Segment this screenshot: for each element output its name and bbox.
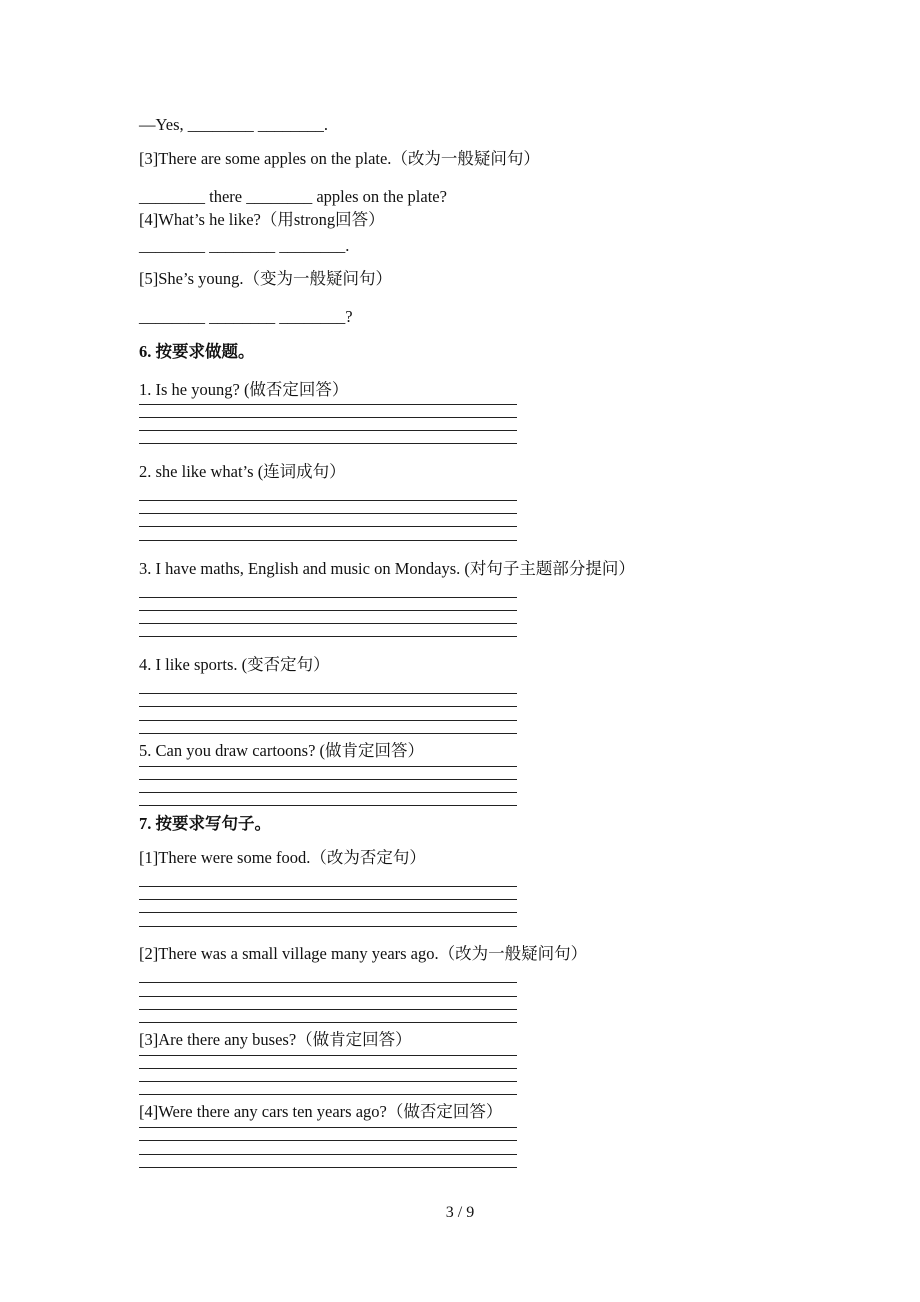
answer-line-5-4: ________ ________ ________. [139, 236, 350, 255]
answer-rule [139, 1022, 517, 1023]
question-5-5: [5]She’s young.（变为一般疑问句） [139, 269, 392, 288]
answer-rule [139, 500, 517, 501]
question-6-3: 3. I have maths, English and music on Mondays. (对句子主题部分提问） [139, 559, 635, 578]
answer-rule [139, 720, 517, 721]
question-6-4: 4. I like sports. (变否定句） [139, 655, 330, 674]
question-6-1: 1. Is he young? (做否定回答） [139, 380, 349, 399]
answer-rule [139, 779, 517, 780]
answer-rule [139, 443, 517, 444]
answer-rule [139, 1094, 517, 1095]
answer-rule [139, 1140, 517, 1141]
answer-rule [139, 805, 517, 806]
answer-rule [139, 1127, 517, 1128]
question-6-2: 2. she like what’s (连词成句） [139, 462, 346, 481]
answer-rule [139, 430, 517, 431]
answer-rule [139, 899, 517, 900]
answer-rule [139, 540, 517, 541]
answer-rule [139, 1055, 517, 1056]
answer-rule [139, 1154, 517, 1155]
answer-rule [139, 996, 517, 997]
answer-rule [139, 706, 517, 707]
answer-rule [139, 526, 517, 527]
answer-rule [139, 886, 517, 887]
answer-rule [139, 733, 517, 734]
answer-rule [139, 982, 517, 983]
answer-rule [139, 792, 517, 793]
question-5-4: [4]What’s he like?（用strong回答） [139, 210, 385, 229]
answer-rule [139, 912, 517, 913]
question-7-1: [1]There were some food.（改为否定句） [139, 848, 426, 867]
answer-rule [139, 636, 517, 637]
answer-rule [139, 513, 517, 514]
answer-rule [139, 404, 517, 405]
answer-line-yes: —Yes, ________ ________. [139, 115, 329, 134]
answer-rule [139, 417, 517, 418]
answer-line-5-3: ________ there ________ apples on the plate? [139, 187, 447, 206]
section-6-heading: 6. 按要求做题。 [139, 342, 255, 361]
answer-line-5-5: ________ ________ ________? [139, 307, 353, 326]
answer-rule [139, 1081, 517, 1082]
answer-rule [139, 693, 517, 694]
answer-rule [139, 623, 517, 624]
answer-rule [139, 1009, 517, 1010]
answer-rule [139, 1068, 517, 1069]
answer-rule [139, 597, 517, 598]
answer-rule [139, 926, 517, 927]
page-number: 3 / 9 [445, 1204, 475, 1221]
section-7-heading: 7. 按要求写句子。 [139, 814, 271, 833]
question-5-3: [3]There are some apples on the plate.（改为一般疑问句） [139, 149, 540, 168]
question-7-3: [3]Are there any buses?（做肯定回答） [139, 1030, 412, 1049]
question-7-2: [2]There was a small village many years ago.（改为一般疑问句） [139, 944, 588, 963]
answer-rule [139, 1167, 517, 1168]
question-6-5: 5. Can you draw cartoons? (做肯定回答） [139, 741, 425, 760]
answer-rule [139, 610, 517, 611]
question-7-4: [4]Were there any cars ten years ago?（做否定回答） [139, 1102, 503, 1121]
answer-rule [139, 766, 517, 767]
